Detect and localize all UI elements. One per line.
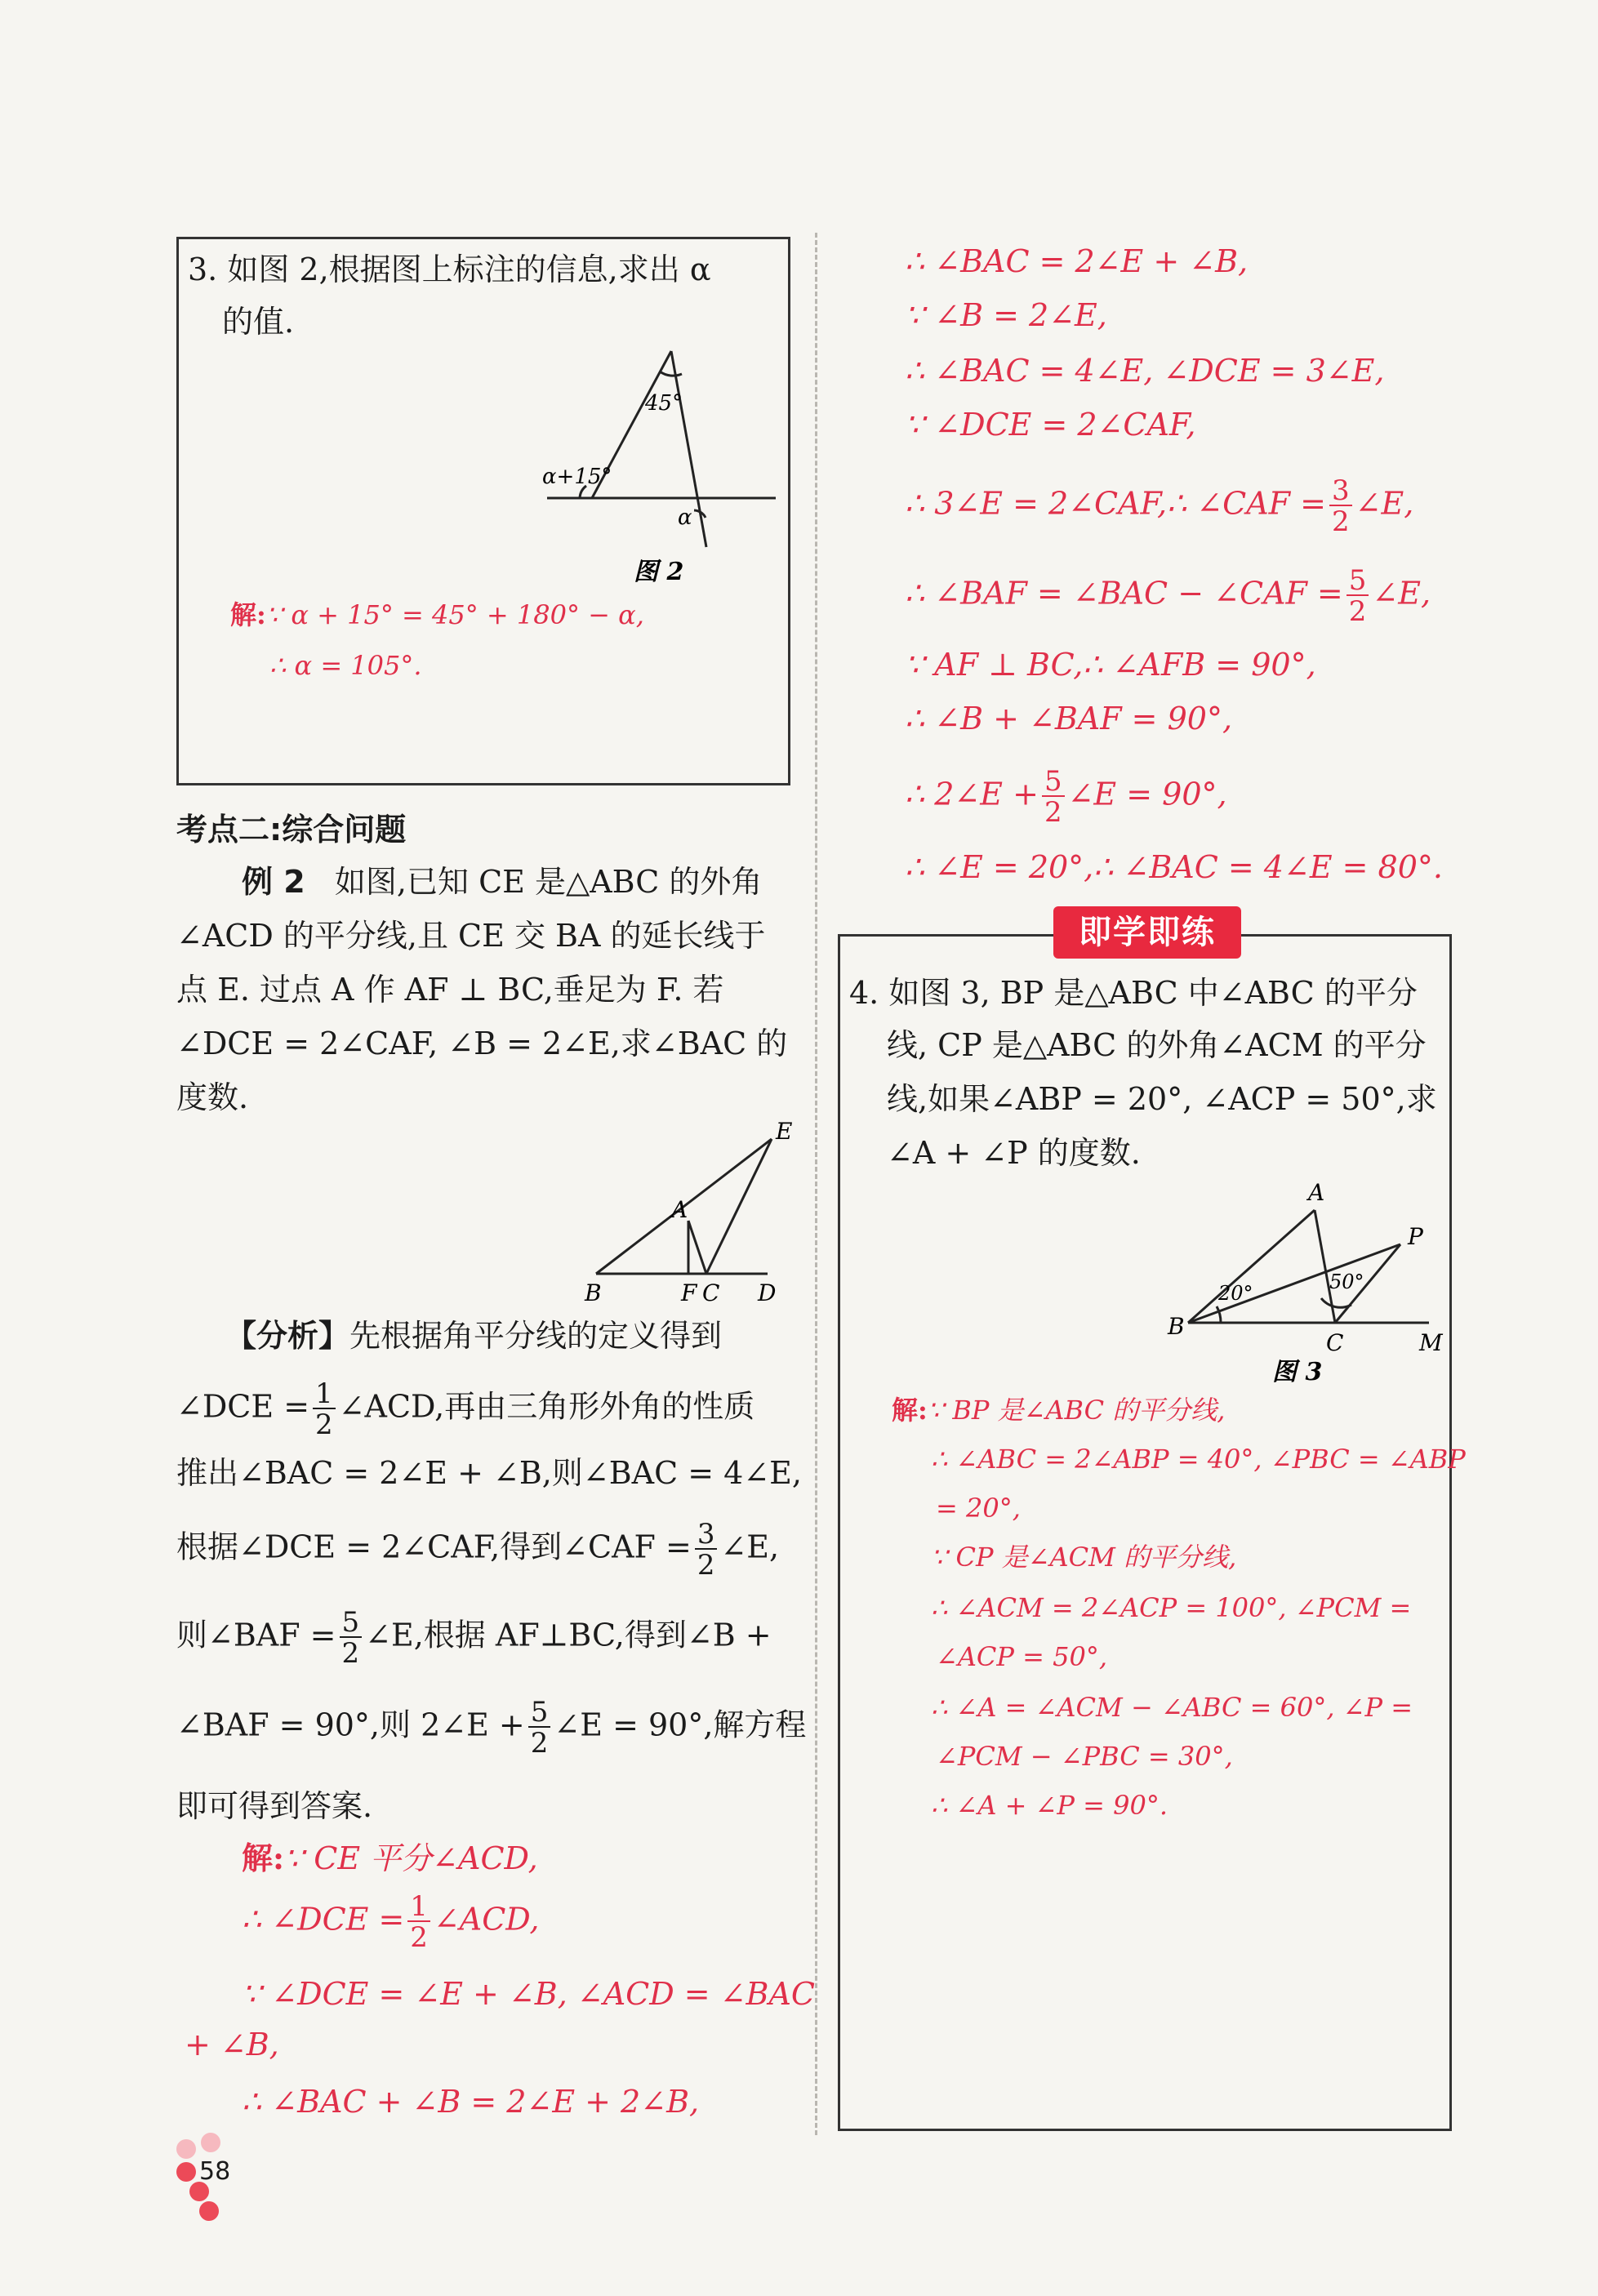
right-line-3: ∴ ∠BAC = 4∠E, ∠DCE = 3∠E, xyxy=(905,353,1385,389)
practice-solution-8: ∠PCM − ∠PBC = 30°, xyxy=(936,1741,1233,1772)
fraction-numerator: 1 xyxy=(410,1890,428,1923)
column-divider xyxy=(815,233,817,2135)
sol2-l2b: ∠ACD, xyxy=(433,1901,540,1938)
analysis-line-6 xyxy=(176,1696,807,1760)
ex2-label: 例 2 xyxy=(242,864,305,900)
right-r6a: ∴ ∠BAF = ∠BAC − ∠CAF = xyxy=(905,575,1343,612)
right-line-5 xyxy=(905,474,1414,538)
q3-line-1: 3. 如图 2,根据图上标注的信息,求出 α xyxy=(188,251,711,287)
q3-solution-1 xyxy=(230,598,644,632)
right-r5b: ∠E, xyxy=(1355,485,1414,522)
ex2-solution-1-text: ∵ CE 平分∠ACD, xyxy=(284,1840,538,1876)
fraction xyxy=(1347,564,1369,628)
fig2-angle-bottom: α xyxy=(678,505,692,530)
analysis-l4b: ∠E, xyxy=(720,1528,780,1565)
analysis-line-4 xyxy=(176,1518,780,1582)
fig3-angle-20: 20° xyxy=(1218,1282,1253,1305)
fraction xyxy=(1329,474,1352,538)
fraction-denominator: 2 xyxy=(340,1636,363,1667)
fig3-label-c: C xyxy=(1326,1329,1344,1356)
right-line-8: ∴ ∠B + ∠BAF = 90°, xyxy=(905,701,1233,736)
q3-solution-1-text: ∵ α + 15° = 45° + 180° − α, xyxy=(265,599,644,630)
fraction-numerator: 3 xyxy=(697,1518,715,1551)
practice-q-line-4: ∠A + ∠P 的度数. xyxy=(887,1135,1141,1171)
figure-2 xyxy=(531,343,792,604)
fig3-label-m: M xyxy=(1419,1329,1443,1356)
analysis-l5a: 则∠BAF = xyxy=(176,1617,336,1653)
fraction xyxy=(695,1518,718,1582)
page-deco-dot xyxy=(201,2133,220,2152)
ex2-line-4: ∠DCE = 2∠CAF, ∠B = 2∠E,求∠BAC 的 xyxy=(176,1026,788,1061)
ex2-line-1 xyxy=(242,862,762,901)
right-line-2: ∵ ∠B = 2∠E, xyxy=(905,297,1107,333)
fig2-angle-top: 45° xyxy=(645,391,683,416)
practice-solution-1 xyxy=(892,1393,1225,1427)
example-2-figure xyxy=(572,1115,808,1310)
right-r5a: ∴ 3∠E = 2∠CAF,∴ ∠CAF = xyxy=(905,485,1326,522)
ex2-line-3: 点 E. 过点 A 作 AF ⊥ BC,垂足为 F. 若 xyxy=(176,972,724,1008)
ex2-fig-label-a: A xyxy=(671,1196,688,1223)
practice-solution-6: ∠ACP = 50°, xyxy=(936,1641,1107,1672)
page-number: 58 xyxy=(199,2157,231,2186)
fraction-denominator: 2 xyxy=(528,1726,551,1757)
fraction xyxy=(407,1890,430,1954)
analysis-l4a: 根据∠DCE = 2∠CAF,得到∠CAF = xyxy=(176,1528,692,1565)
analysis-l5b: ∠E,根据 AF⊥BC,得到∠B + xyxy=(365,1617,772,1653)
fraction xyxy=(528,1696,551,1760)
ex2-line-2: ∠ACD 的平分线,且 CE 交 BA 的延长线于 xyxy=(176,918,766,954)
ex2-solution-4: + ∠B, xyxy=(185,2027,279,2062)
fraction-denominator: 2 xyxy=(407,1920,430,1951)
analysis-line-7: 即可得到答案. xyxy=(176,1788,373,1824)
practice-tag: 即学即练 xyxy=(1053,906,1241,959)
right-r6b: ∠E, xyxy=(1372,575,1431,612)
fraction-denominator: 2 xyxy=(1329,505,1352,536)
fig2-angle-left: α+15° xyxy=(542,465,612,489)
fraction-denominator: 2 xyxy=(1347,594,1369,625)
figure-3 xyxy=(1160,1176,1453,1388)
practice-solution-4: ∵ CP 是∠ACM 的平分线, xyxy=(931,1542,1237,1573)
practice-q-line-2: 线, CP 是△ABC 的外角∠ACM 的平分 xyxy=(887,1027,1427,1063)
fig3-caption: 图 3 xyxy=(1272,1358,1323,1386)
fig3-label-a: A xyxy=(1308,1179,1325,1206)
fraction-numerator: 5 xyxy=(1044,765,1062,798)
practice-solution-5: ∴ ∠ACM = 2∠ACP = 100°, ∠PCM = xyxy=(931,1592,1412,1623)
ex2-solution-2 xyxy=(242,1890,540,1954)
analysis-l2b: ∠ACD,再由三角形外角的性质 xyxy=(338,1388,755,1425)
ex2-solution-label: 解: xyxy=(242,1840,285,1876)
fraction-numerator: 3 xyxy=(1331,474,1350,507)
right-line-4: ∵ ∠DCE = 2∠CAF, xyxy=(905,407,1196,443)
ex2-solution-1 xyxy=(242,1839,538,1878)
practice-solution-1-text: ∵ BP 是∠ABC 的平分线, xyxy=(927,1395,1226,1426)
fig3-angle-50: 50° xyxy=(1329,1270,1364,1293)
ex2-fig-label-f: F xyxy=(681,1279,697,1306)
ex2-fig-label-c: C xyxy=(702,1279,720,1306)
right-line-6 xyxy=(905,564,1431,628)
page-deco-dot xyxy=(176,2162,196,2182)
analysis-line-3: 推出∠BAC = 2∠E + ∠B,则∠BAC = 4∠E, xyxy=(176,1455,802,1491)
practice-solution-2: ∴ ∠ABC = 2∠ABP = 40°, ∠PBC = ∠ABP xyxy=(931,1444,1466,1475)
analysis-l6b: ∠E = 90°,解方程 xyxy=(554,1706,807,1743)
right-r9a: ∴ 2∠E + xyxy=(905,776,1039,812)
practice-solution-3: = 20°, xyxy=(936,1493,1021,1524)
fraction-numerator: 5 xyxy=(341,1606,360,1639)
fraction-numerator: 5 xyxy=(1348,564,1367,597)
analysis-line-1-text: 先根据角平分线的定义得到 xyxy=(349,1318,723,1354)
fraction-denominator: 2 xyxy=(313,1408,336,1439)
right-line-10: ∴ ∠E = 20°,∴ ∠BAC = 4∠E = 80°. xyxy=(905,849,1443,885)
analysis-label: 【分析】 xyxy=(225,1318,350,1354)
fraction xyxy=(340,1606,363,1670)
fraction-numerator: 1 xyxy=(315,1377,333,1410)
fig3-label-p: P xyxy=(1408,1223,1423,1250)
analysis-line-2 xyxy=(176,1377,755,1441)
fraction-denominator: 2 xyxy=(1042,795,1065,826)
analysis-l6a: ∠BAF = 90°,则 2∠E + xyxy=(176,1706,525,1743)
q3-solution-2: ∴ α = 105°. xyxy=(269,650,422,681)
practice-q-line-3: 线,如果∠ABP = 20°, ∠ACP = 50°,求 xyxy=(887,1081,1437,1117)
analysis-line-5 xyxy=(176,1606,772,1670)
analysis-l2a: ∠DCE = xyxy=(176,1388,310,1425)
ex2-line-1-text: 如图,已知 CE 是△ABC 的外角 xyxy=(334,864,763,900)
analysis-line-1 xyxy=(225,1316,722,1355)
fraction-denominator: 2 xyxy=(695,1548,718,1579)
fraction-numerator: 5 xyxy=(530,1696,549,1729)
fig2-caption: 图 2 xyxy=(634,558,684,586)
fraction xyxy=(313,1377,336,1441)
sol2-l2a: ∴ ∠DCE = xyxy=(242,1901,405,1938)
page-deco-dot xyxy=(199,2201,219,2221)
practice-solution-9: ∴ ∠A + ∠P = 90°. xyxy=(931,1790,1168,1821)
ex2-fig-label-e: E xyxy=(776,1118,793,1145)
page-deco-dot xyxy=(176,2139,196,2159)
fig3-label-b: B xyxy=(1168,1313,1185,1340)
fraction xyxy=(1042,765,1065,829)
ex2-fig-label-b: B xyxy=(585,1279,602,1306)
ex2-solution-3: ∵ ∠DCE = ∠E + ∠B, ∠ACD = ∠BAC xyxy=(242,1976,815,2012)
practice-solution-label: 解: xyxy=(892,1395,928,1426)
practice-solution-7: ∴ ∠A = ∠ACM − ∠ABC = 60°, ∠P = xyxy=(931,1692,1413,1723)
right-line-9 xyxy=(905,765,1227,829)
section-title: 考点二:综合问题 xyxy=(176,812,407,848)
practice-q-line-1: 4. 如图 3, BP 是△ABC 中∠ABC 的平分 xyxy=(849,975,1418,1011)
right-r9b: ∠E = 90°, xyxy=(1067,776,1227,812)
right-line-1: ∴ ∠BAC = 2∠E + ∠B, xyxy=(905,243,1249,279)
ex2-solution-5: ∴ ∠BAC + ∠B = 2∠E + 2∠B, xyxy=(242,2084,700,2120)
ex2-line-5: 度数. xyxy=(176,1079,249,1115)
q3-line-2: 的值. xyxy=(222,304,295,340)
q3-solution-label: 解: xyxy=(230,599,266,630)
ex2-fig-label-d: D xyxy=(758,1279,777,1306)
right-line-7: ∵ AF ⊥ BC,∴ ∠AFB = 90°, xyxy=(905,647,1316,683)
